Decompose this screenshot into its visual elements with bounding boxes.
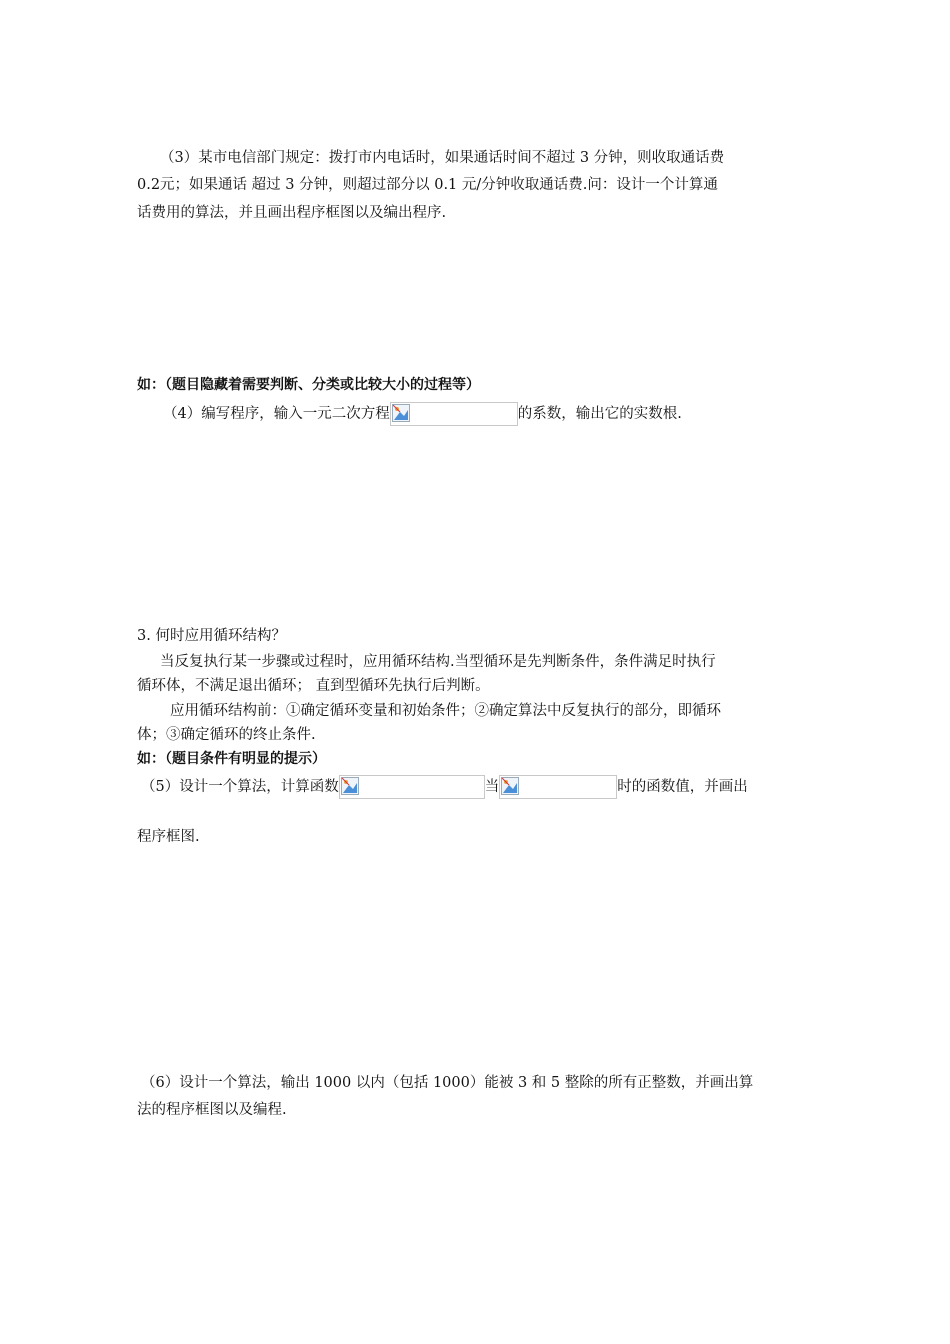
p3-line-2: 0.2元；如果通话 超过 3 分钟，则超过部分以 0.1 元/分钟收取通话费.问：设计一个计算通 [137, 177, 718, 193]
equation-image-placeholder [390, 402, 518, 426]
p4-text-after: 的系数，输出它的实数根. [517, 406, 682, 422]
note-hidden-judgement: 如：（题目隐藏着需要判断、分类或比较大小的过程等） [137, 377, 480, 393]
p6-line-2: 法的程序框图以及编程. [137, 1102, 287, 1118]
section-3-line-4: 体；③确定循环的终止条件. [137, 727, 316, 743]
p4-line [163, 402, 682, 426]
p5-text-mid: 当 [484, 779, 500, 795]
broken-image-icon [501, 777, 519, 795]
section-3-line-1: 当反复执行某一步骤或过程时，应用循环结构.当型循环是先判断条件，条件满足时执行 [160, 654, 716, 670]
p5-text-before: （5）设计一个算法，计算函数 [141, 779, 339, 795]
p5-line-1 [141, 775, 748, 799]
section-3-heading: 3. 何时应用循环结构？ [137, 628, 286, 644]
function-image-placeholder [339, 775, 485, 799]
p6-line-1: （6）设计一个算法，输出 1000 以内（包括 1000）能被 3 和 5 整除的所有正整数，并画出算 [141, 1075, 754, 1091]
note-clear-hint: 如：（题目条件有明显的提示） [137, 751, 326, 767]
broken-image-icon [341, 777, 359, 795]
p4-text-before: （4）编写程序，输入一元二次方程 [163, 406, 390, 422]
section-3-line-2: 循环体，不满足退出循环； 直到型循环先执行后判断。 [137, 678, 490, 694]
p3-line-3: 话费用的算法，并且画出程序框图以及编出程序. [137, 205, 447, 221]
section-3-line-3: 应用循环结构前：①确定循环变量和初始条件；②确定算法中反复执行的部分，即循环 [170, 703, 721, 719]
condition-image-placeholder [499, 775, 617, 799]
p5-line-2: 程序框图. [137, 829, 200, 845]
p5-text-after: 时的函数值，并画出 [617, 779, 748, 795]
broken-image-icon [392, 404, 410, 422]
p3-line-1: （3）某市电信部门规定：拨打市内电话时，如果通话时间不超过 3 分钟，则收取通话费 [160, 150, 725, 166]
